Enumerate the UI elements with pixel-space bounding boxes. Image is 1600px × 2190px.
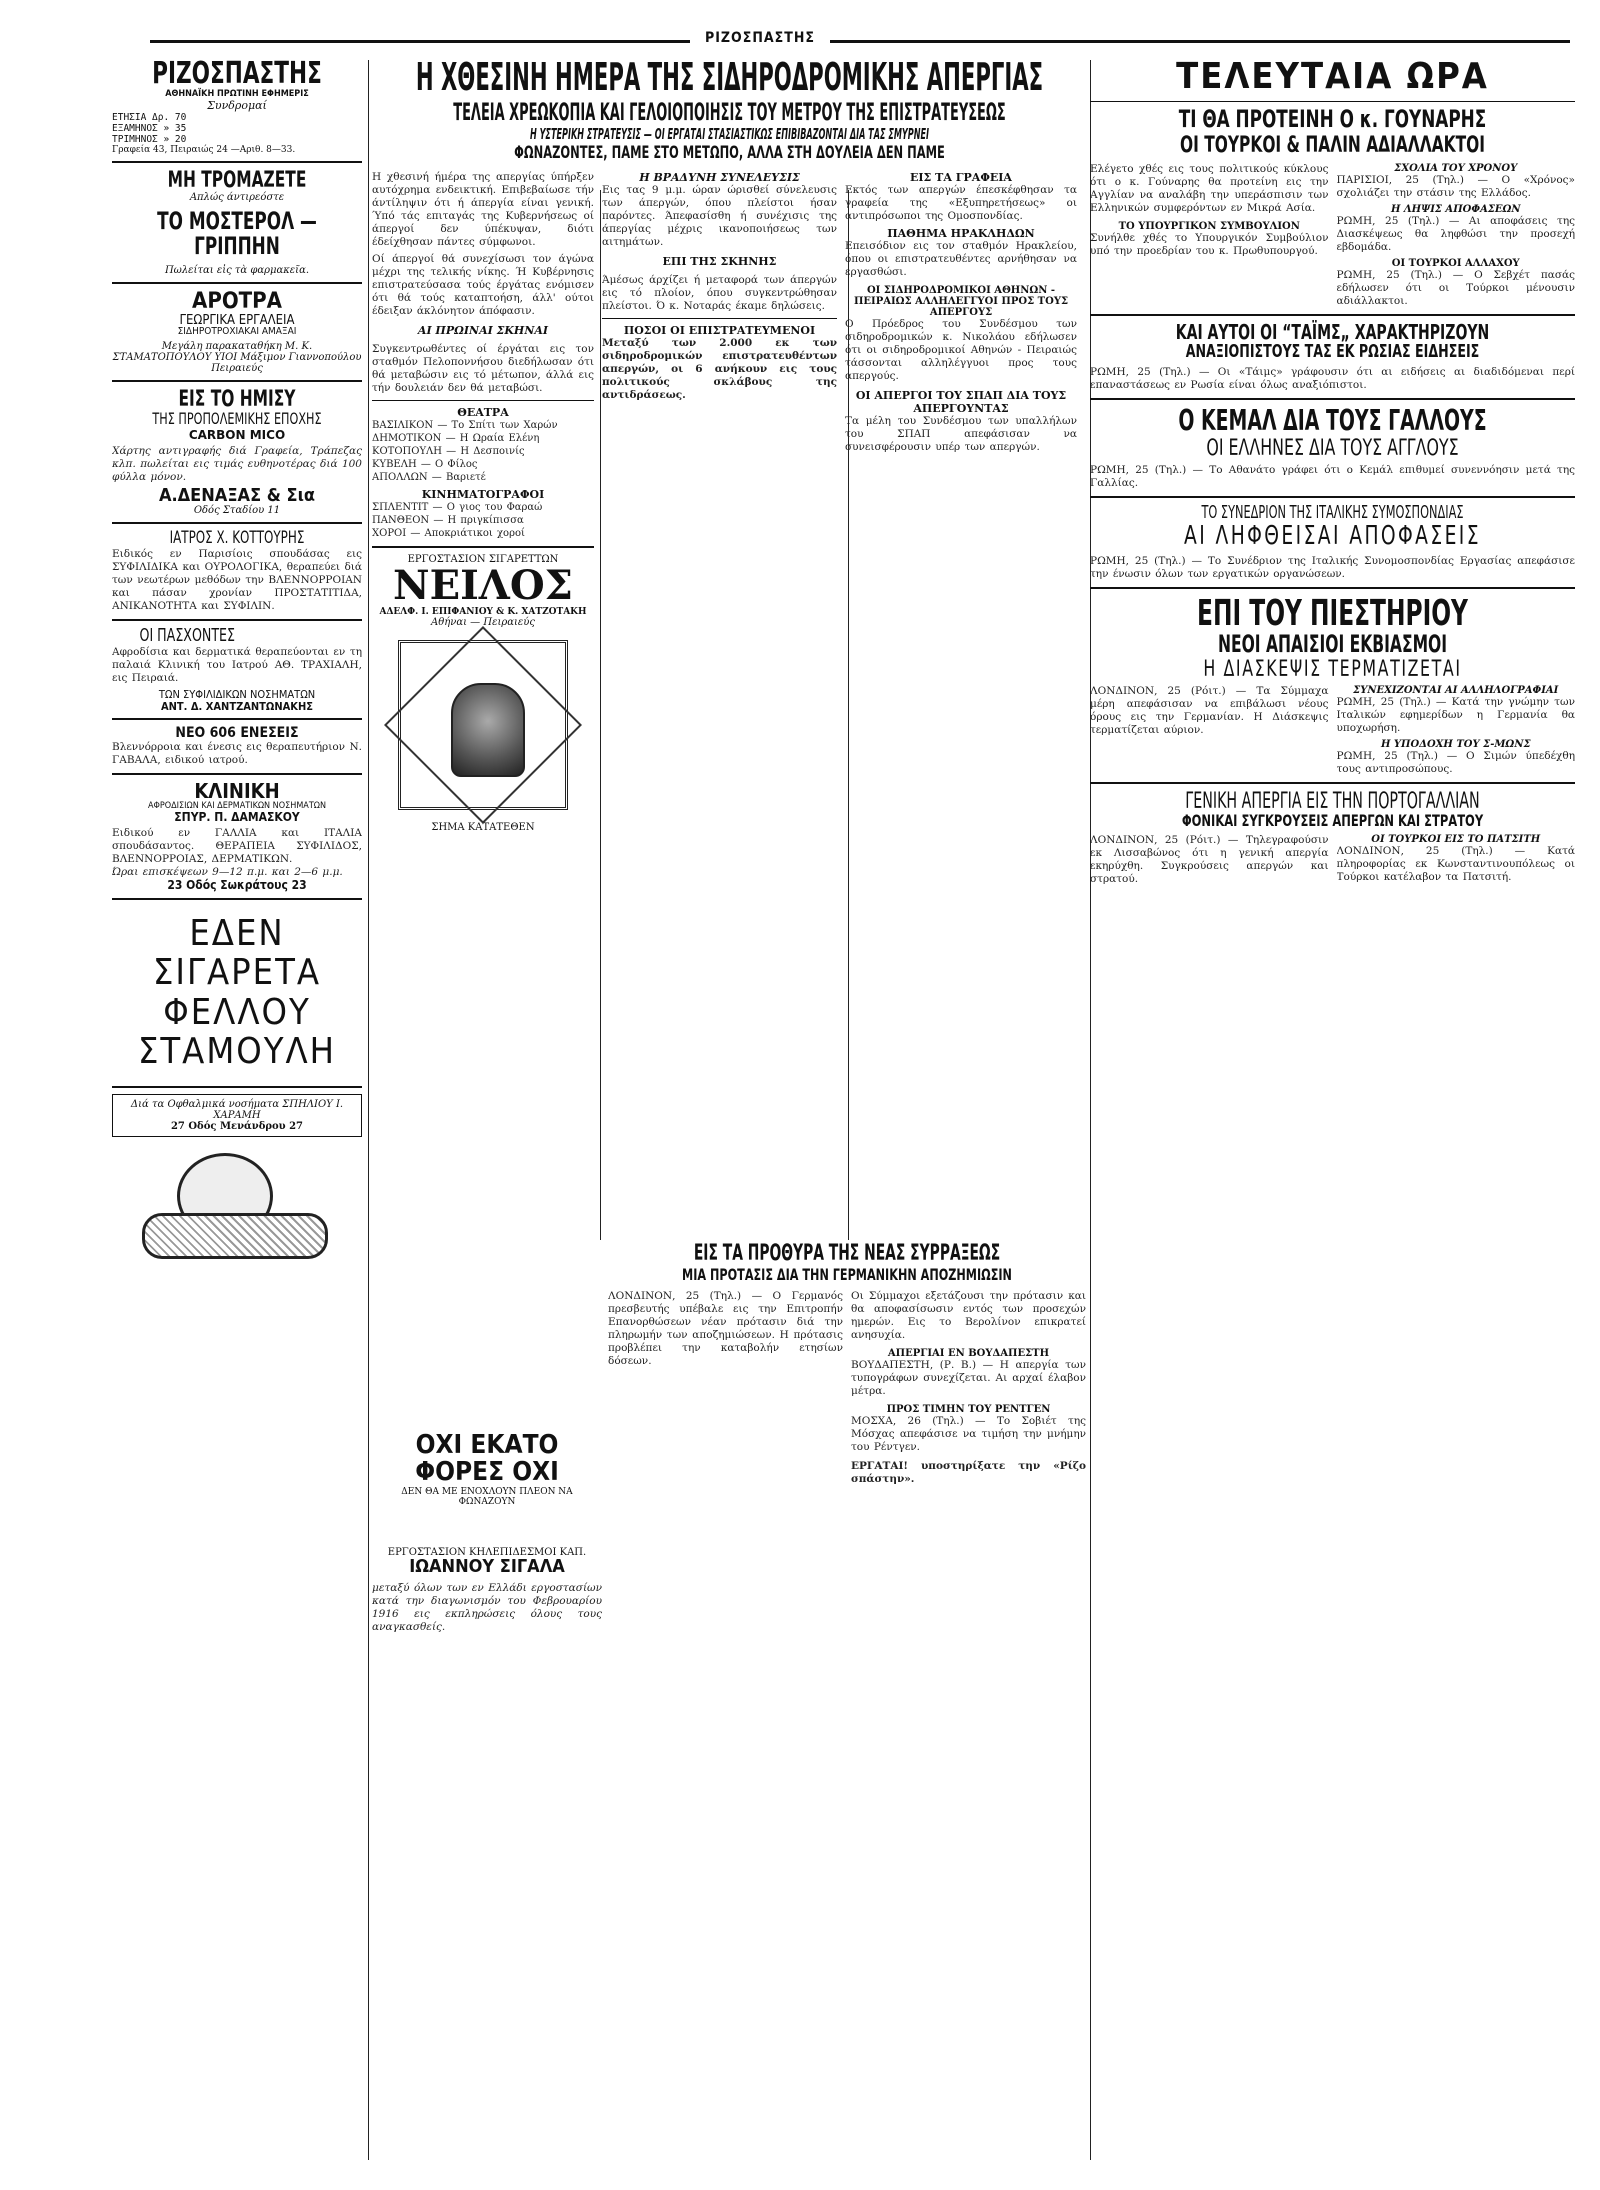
text-column — [602, 171, 837, 1221]
headline: ΝΕΟΙ ΑΠΑΙΣΙΟΙ ΕΚΒΙΑΣΜΟΙ — [1217, 630, 1448, 659]
section-subheadline: ΜΙΑ ΠΡΟΤΑΣΙΣ ΔΙΑ ΤΗΝ ΓΕΡΜΑΝΙΚΗΝ ΑΠΟΖΗΜΙΩΣΙΝ — [682, 1265, 1012, 1285]
paragraph: ΛΟΝΔΙΝΟΝ, 25 (Ρόιτ.) — Τα Σύμμαχα μέρη απεφάσισαν να επιβάλωσι νέους όρους εις την Γερμανίαν. Η Διάσκεψις τερματίζεται αύριον. — [1090, 684, 1329, 736]
ad-address: Οδός Σταδίου 11 — [193, 505, 281, 517]
ad-oxi-block — [372, 1432, 602, 2162]
section-title: ΘΕΑΤΡΑ — [457, 405, 509, 419]
ad-title: ΑΡΟΤΡΑ — [192, 289, 282, 315]
doctor-specialty: ΤΩΝ ΣΥΦΙΛΙΔΙΚΩΝ ΝΟΣΗΜΑΤΩΝ — [158, 688, 316, 702]
illustration-icon — [137, 1143, 337, 1283]
section-title: ΕΙΣ ΤΑ ΓΡΑΦΕΙΑ — [910, 170, 1012, 184]
section-title: ΝΕΟ 606 ΕΝΕΣΕΙΣ — [175, 725, 299, 742]
cinema-item: ΠΑΝΘΕΟΝ — Η πριγκίπισσα — [372, 514, 524, 526]
ad-oxi-factory: ΕΡΓΟΣΤΑΣΙΟΝ ΚΗΛΕΠΙΔΕΣΜΟΙ ΚΑΠ. — [387, 1546, 587, 1558]
paper-subtitle: ΑΘΗΝΑΪΚΗ ΠΡΩΤΙΝΗ ΕΦΗΜΕΡΙΣ — [165, 88, 309, 99]
headline: ΑΝΑΞΙΟΠΙΣΤΟΥΣ ΤΑΣ ΕΚ ΡΩΣΙΑΣ ΕΙΔΗΣΕΙΣ — [1185, 341, 1480, 363]
section-title: ΟΙ ΣΙΔΗΡΟΔΡΟΜΙΚΟΙ ΑΘΗΝΩΝ - ΠΕΙΡΑΙΩΣ ΑΛΛΗΛΕΓΓΥΟΙ ΠΡΟΣ ΤΟΥΣ ΑΠΕΡΓΟΥΣ — [853, 284, 1069, 318]
section-title: ΠΑΘΗΜΑ ΗΡΑΚΛΗΔΩΝ — [887, 226, 1035, 240]
ad-title: ΜΗ ΤΡΟΜΑΖΕΤΕ — [167, 167, 307, 193]
ad-eden: ΕΔΕΝ ΣΙΓΑΡΕΤΑ ΦΕΛΛΟΥ ΣΤΑΜΟΥΛΗ — [137, 912, 337, 1073]
paragraph: Τα μέλη του Συνδέσμου των υπαλλήλων του ΣΠΑΠ απεφάσισαν να συνεισφέρουσιν υπέρ των απεργών. — [845, 414, 1077, 453]
column-rule — [368, 60, 369, 2160]
clinic-address: 23 Οδός Σωκράτους 23 — [167, 877, 307, 892]
ad-oxi-body: μεταξύ όλων των εν Ελλάδι εργοστασίων κατά την διαγωνισμόν του Φεβρουαρίου 1916 εις εκπληρώσεις όλους τους αναγκασθείς. — [372, 1582, 602, 1634]
ad-body: Χάρτης αντιγραφής διά Γραφεία, Τράπεζας κλπ. πωλείται εις τιμάς ευθηνοτέρας διά 100 φύλλα μόνον. — [112, 444, 362, 483]
section-title: ΑΠΕΡΓΙΑΙ ΕΝ ΒΟΥΔΑΠΕΣΤΗ — [887, 1347, 1050, 1359]
paragraph: Επεισόδιον εις τον σταθμόν Ηρακλείου, όπου οι επιστρατευθέντες αρνήθησαν να εργασθώσι. — [845, 239, 1077, 278]
ad-body: Μεγάλη παρακαταθήκη Μ. Κ. ΣΤΑΜΑΤΟΠΟΥΛΟΥ ΥΙΟΙ Μάξιμον Γιαννοπούλου Πειραιεύς — [112, 340, 362, 374]
headline: ΟΙ ΤΟΥΡΚΟΙ & ΠΑΛΙΝ ΑΔΙΑΛΛΑΚΤΟΙ — [1179, 132, 1486, 158]
section-title: ΕΠΙ ΤΗΣ ΣΚΗΝΗΣ — [662, 254, 777, 268]
section-title: ΟΙ ΑΠΕΡΓΟΙ ΤΟΥ ΣΠΑΠ ΔΙΑ ΤΟΥΣ ΑΠΕΡΓΟΥΝΤΑΣ — [855, 388, 1067, 415]
paragraph: Ελέγετο χθές εις τους πολιτικούς κύκλους ότι ο κ. Γούναρης θα προτείνη εις την Αγγλίαν να αναλάβη την υπεράσπισιν των Ελληνικών συμφερόντων εν Μικρά Ασία. — [1090, 163, 1329, 215]
trademark-label: ΣΗΜΑ ΚΑΤΑΤΕΘΕΝ — [431, 821, 535, 833]
paragraph: Η χθεσινή ήμέρα της απεργίας ύπήρξεν αυτόχρημα ενδεικτική. Επιβεβαίωσε τήν άντίληψιν ότι ή άπεργία είναι γενική. Ύπό τάς επιταγάς της Κυβερνήσεως οί άπεργοί δεν ύπέκυψαν, διότι έδείχθησαν πάντες σύμφωνοι. — [372, 170, 594, 248]
paragraph: ΒΟΥΔΑΠΕΣΤΗ, (Ρ. Β.) — Η απεργία των τυπογράφων συνεχίζεται. Αι αρχαί έλαβον μέτρα. — [851, 1358, 1086, 1397]
text-column — [372, 171, 594, 1221]
theatre-item: ΑΠΟΛΛΩΝ — Βαριετέ — [372, 471, 486, 483]
right-column — [1090, 58, 1575, 2165]
last-hour-title: ΤΕΛΕΥΤΑΙΑ ΩΡΑ — [1176, 58, 1489, 97]
theatre-item: ΚΟΤΟΠΟΥΛΗ — Η Δεσποινίς — [372, 445, 525, 457]
section-title: ΠΟΣΟΙ ΟΙ ΕΠΙΣΤΡΑΤΕΥΜΕΝΟΙ — [623, 323, 816, 337]
trademark-seal-icon — [398, 640, 568, 810]
cinema-item: ΧΟΡΟΙ — Αποκριάτικοι χοροί — [372, 527, 525, 539]
ad-company: Α.ΔΕΝΑΞΑΣ & Σια — [158, 484, 316, 506]
cinema-item: ΣΠΛΕΝΤΙΤ — Ο γιος του Φαραώ — [372, 501, 543, 513]
theatre-item: ΚΥΒΕΛΗ — Ο Φίλος — [372, 458, 478, 470]
ad-oxi-title: ΟΧΙ ΕΚΑΤΟ ΦΟΡΕΣ ΟΧΙ — [415, 1432, 559, 1488]
clinic-title: ΚΛΙΝΙΚΗ — [194, 778, 280, 803]
paragraph: ΠΑΡΙΣΙΟΙ, 25 (Τηλ.) — Ο «Χρόνος» σχολιάζει την στάσιν της Ελλάδος. — [1336, 174, 1575, 200]
headline: ΕΠΙ ΤΟΥ ΠΙΕΣΤΗΡΙΟΥ — [1197, 592, 1468, 634]
clinic-body: Ειδικού εν ΓΑΛΛΙΑ και ΙΤΑΛΙΑ σπουδάσαντος. ΘΕΡΑΠΕΙΑ ΣΥΦΙΛΙΔΟΣ, ΒΛΕΝΝΟΡΡΟΙΑΣ, ΔΕΡΜΑΤΙΚΩΝ. — [112, 826, 362, 865]
section-title: ΟΙ ΤΟΥΡΚΟΙ ΕΙΣ ΤΟ ΠΑΤΣΙΤΗ — [1371, 833, 1541, 845]
ad-ophthalmic-address: 27 Οδός Μενάνδρου 27 — [170, 1120, 304, 1132]
ad-oxi-subtitle: ΔΕΝ ΘΑ ΜΕ ΕΝΟΧΛΟΥΝ ΠΛΕΟΝ ΝΑ ΦΩΝΑΖΟΥΝ — [401, 1486, 573, 1507]
german-section — [608, 1242, 1086, 2172]
headline: ΤΟ ΣΥΝΕΔΡΙΟΝ ΤΗΣ ΙΤΑΛΙΚΗΣ ΣΥΜΟΣΠΟΝΔΙΑΣ — [1201, 502, 1464, 524]
doctor-name: ΑΝΤ. Δ. ΧΑΝΤΖΑΝΤΩΝΑΚΗΣ — [160, 699, 314, 713]
ad-footer: Πωλείται εἰς τὰ φαρμακεῖα. — [164, 265, 310, 277]
subscriptions-title: Συνδρομαί — [207, 98, 267, 112]
left-column — [112, 58, 362, 2165]
paragraph: ΡΩΜΗ, 25 (Τηλ.) — Το Συνέδριον της Ιταλικής Συνομοσπονδίας Εργασίας απεφάσισε την ένωσιν όλων των εργατικών οργανώσεων. — [1090, 554, 1575, 580]
paragraph: Μεταξύ των 2.000 εκ των σιδηροδρομικών επιστρατευθέντων απεργών, οι 6 ανήκουν εις τους πολιτικούς σκλάβους της αντιδράσεως. — [602, 336, 837, 401]
theatre-item: ΔΗΜΟΤΙΚΟΝ — Η Ωραία Ελένη — [372, 432, 540, 444]
ad-ophthalmic: Διά τα Οφθαλμικά νοσήματα ΣΠΗΛΙΟΥ Ι. ΧΑΡΑΜΗ — [130, 1098, 344, 1121]
section-title: ΣΧΟΛΙΑ ΤΟΥ ΧΡΟΝΟΥ — [1394, 163, 1518, 175]
paragraph: Συγκεντρωθέντες οί έργάται εις τον σταθμόν Πελοποννήσου διεδήλωσαν ότι θά μεταβώσιν εις τό μέτωπον, άλλά εις τήν δουλειάν δεν θά μεταβώσι. — [372, 342, 594, 394]
section-title: Η ΥΠΟΔΟΧΗ ΤΟΥ Σ-ΜΩΝΣ — [1380, 738, 1531, 750]
headline: ΤΙ ΘΑ ΠΡΟΤΕΙΝΗ Ο κ. ΓΟΥΝΑΡΗΣ — [1178, 104, 1487, 133]
section-title: ΟΙ ΤΟΥΡΚΟΙ ΑΛΛΑΧΟΥ — [1391, 258, 1520, 270]
subscription-row: ΕΤΗΣΙΑ Δρ. 70 — [112, 111, 187, 123]
doctor-name: ΙΑΤΡΟΣ Χ. ΚΟΤΤΟΥΡΗΣ — [169, 528, 305, 549]
headline: ΚΑΙ ΑΥΤΟΙ ΟΙ “ΤΑΪΜΣ„ ΧΑΡΑΚΤΗΡΙΖΟΥΝ — [1175, 320, 1490, 345]
paragraph: ΕΡΓΑΤΑΙ! υποστηρίξατε την «Ρίζο σπάστην». — [851, 1459, 1086, 1485]
paragraph: ΛΟΝΔΙΝΟΝ, 25 (Τηλ.) — Ο Γερμανός πρεσβευτής υπέβαλε εις την Επιτροπήν Επανορθώσεων νέαν πρότασιν διά την πληρωμήν των αποζημιώσεων. Η πρότασις προβλέπει την καταβολήν ετησίων δόσεων. — [608, 1289, 843, 1367]
paragraph: ΛΟΝΔΙΝΟΝ, 25 (Ρόιτ.) — Τηλεγραφούσιν εκ Λισσαβώνος ότι η γενική απεργία εκηρύχθη. Συγκρούσεις απεργών και στρατού. — [1090, 833, 1329, 885]
section-title: ΚΙΝΗΜΑΤΟΓΡΑΦΟΙ — [421, 487, 545, 501]
section-title: ΣΥΝΕΧΙΖΟΝΤΑΙ ΑΙ ΑΛΛΗΛΟΓΡΑΦΙΑΙ — [1353, 684, 1559, 696]
headline-sub: ΤΕΛΕΙΑ ΧΡΕΩΚΟΠΙΑ ΚΑΙ ΓΕΛΟΙΟΠΟΙΗΣΙΣ ΤΟΥ ΜΕΤΡΟΥ ΤΗΣ ΕΠΙΣΤΡΑΤΕΥΣΕΩΣ — [453, 97, 1006, 126]
section-title: ΑΙ ΠΡΩΙΝΑΙ ΣΚΗΝΑΙ — [417, 323, 549, 337]
ad-header: ΕΡΓΟΣΤΑΣΙΟΝ ΣΙΓΑΡΕΤΤΩΝ — [407, 553, 559, 565]
paragraph: Εκτός των απεργών έπεσκέφθησαν τα γραφεία της «Εξυπηρετήσεως» οι αντιπρόσωποι της Ομοσπονδίας. — [845, 183, 1077, 222]
ad-subtitle: Απλώς άντιρεόστε — [189, 192, 285, 204]
section-title: ΠΡΟΣ ΤΙΜΗΝ ΤΟΥ ΡΕΝΤΓΕΝ — [886, 1403, 1051, 1415]
section-title: ΤΟ ΥΠΟΥΡΓΙΚΟΝ ΣΥΜΒΟΥΛΙΟΝ — [1118, 221, 1300, 233]
office-address: Γραφεία 43, Πειραιώς 24 —Αριθ. 8—33. — [112, 144, 296, 155]
headline: ΑΙ ΛΗΦΘΕΙΣΑΙ ΑΠΟΦΑΣΕΙΣ — [1184, 521, 1481, 552]
paragraph: ΡΩΜΗ, 25 (Τηλ.) — Κατά την γνώμην των Ιταλικών εφημερίδων η Γερμανία θα υποχωρήση. — [1336, 695, 1575, 734]
ad-title: ΕΙΣ ΤΟ ΗΜΙΣΥ — [178, 386, 296, 412]
ad-subtitle: ΑΔΕΛΦ. Ι. ΕΠΙΦΑΝΙΟΥ & Κ. ΧΑΤΖΟΤΑΚΗ — [379, 606, 587, 617]
clinic-hours: Ώραι επισκέψεων 9—12 π.μ. και 2—6 μ.μ. — [112, 865, 343, 878]
headline: Η ΔΙΑΣΚΕΨΙΣ ΤΕΡΜΑΤΙΖΕΤΑΙ — [1203, 656, 1462, 682]
paragraph: Ο Πρόεδρος του Συνδέσμου των σιδηροδρομικών κ. Νικολάου εδήλωσεν ότι οι σιδηροδρομικοί Αθηνών - Πειραιώς τάσσονται αλληλέγγυοι προς τους απεργούς. — [845, 317, 1077, 382]
doctor-body: Βλεννόρροια και ένεσις εις θεραπευτήριον Ν. ΓΑΒΑΛΑ, ειδικού ιατρού. — [112, 740, 362, 766]
ad-brand: CARBON MICO — [188, 427, 286, 442]
paragraph: ΡΩΜΗ, 25 (Τηλ.) — Οι «Τάιμς» γράφουσιν ότι αι ειδήσεις αι διαδιδόμεναι περί επαναστάσεως εν Ρωσία είναι όλως αναξιόπιστοι. — [1090, 365, 1575, 391]
masthead-title: ΡΙΖΟΣΠΑΣΤΗΣ — [690, 30, 830, 46]
paragraph: Οί άπεργοί θά συνεχίσωσι τον άγώνα μέχρι της τελικής νίκης. Ή Κυβέρνησις επιστρατεύσασα τούς έργάτας ενόμισεν ότι θά τούς καταπτοήση, άλλ' ούτοι έδειξαν άκλόνητον άπόφασιν. — [372, 252, 594, 317]
section-title: Η ΒΡΑΔΥΝΗ ΣΥΝΕΛΕΥΣΙΣ — [639, 170, 800, 184]
paragraph: Άμέσως άρχίζει ή μεταφορά των άπεργών εις τό πλοίον, όπου συγκεντρώθησαν πλείστοι. Ό κ. Νοταράς έκαμε δηλώσεις. — [602, 273, 837, 312]
headline-sub: Η ΥΣΤΕΡΙΚΗ ΣΤΡΑΤΕΥΣΙΣ — ΟΙ ΕΡΓΑΤΑΙ ΣΤΑΣΙΑΣΤΙΚΩΣ ΕΠΙΒΙΒΑΖΟΝΤΑΙ ΔΙΑ ΤΑΣ ΣΜΥΡΝΕΙ — [529, 125, 930, 144]
headline: ΓΕΝΙΚΗ ΑΠΕΡΓΙΑ ΕΙΣ ΤΗΝ ΠΟΡΤΟΓΑΛΛΙΑΝ — [1185, 788, 1480, 814]
ad-subtitle: ΣΙΔΗΡΟΤΡΟΧΙΑΚΑΙ ΑΜΑΞΑΙ — [177, 326, 297, 338]
main-headline: Η ΧΘΕΣΙΝΗ ΗΜΕΡΑ ΤΗΣ ΣΙΔΗΡΟΔΡΟΜΙΚΗΣ ΑΠΕΡΓΙΑΣ — [415, 58, 1044, 99]
ad-product: ΤΟ ΜΟΣΤΕΡΟΛ — ΓΡΙΠΠΗΝ — [157, 207, 317, 261]
paragraph: ΡΩΜΗ, 25 (Τηλ.) — Το Αθανάτο γράφει ότι ο Κεμάλ επιθυμεί συνεννόησιν μετά της Γαλλίας. — [1090, 464, 1575, 490]
clinic-subtitle: ΑΦΡΟΔΙΣΙΩΝ ΚΑΙ ΔΕΡΜΑΤΙΚΩΝ ΝΟΣΗΜΑΤΩΝ — [147, 800, 327, 811]
paper-name: ΡΙΖΟΣΠΑΣΤΗΣ — [152, 58, 322, 91]
theatre-item: ΒΑΣΙΛΙΚΟΝ — Το Σπίτι των Χαρών — [372, 419, 558, 431]
ad-address: Αθήναι — Πειραιεύς — [431, 616, 535, 628]
paragraph: Οι Σύμμαχοι εξετάζουσι την πρότασιν και θα αποφασίσωσιν εντός των προσεχών ημερών. Εις το Βερολίνον επικρατεί ανησυχία. — [851, 1289, 1086, 1341]
paragraph: Συνήλθε χθές το Υπουργικόν Συμβούλιον υπό την προεδρίαν του κ. Πρωθυπουργού. — [1090, 232, 1329, 258]
subscription-row: ΕΞΑΜΗΝΟΣ » 35 — [112, 122, 187, 134]
paragraph: ΛΟΝΔΙΝΟΝ, 25 (Τηλ.) — Κατά πληροφορίας εκ Κωνσταντινουπόλεως οι Τούρκοι κατέλαβον τα Πατσιτή. — [1336, 844, 1575, 883]
headline: ΟΙ ΕΛΛΗΝΕΣ ΔΙΑ ΤΟΥΣ ΑΓΓΛΟΥΣ — [1206, 436, 1459, 462]
text-column — [845, 171, 1077, 1221]
paragraph: ΜΟΣΧΑ, 26 (Τηλ.) — Το Σοβιέτ της Μόσχας απεφάσισε να τιμήση την μνήμην του Ρέντγεν. — [851, 1414, 1086, 1453]
masthead-rule — [150, 40, 1570, 44]
headline: Ο ΚΕΜΑΛ ΔΙΑ ΤΟΥΣ ΓΑΛΛΟΥΣ — [1178, 403, 1487, 437]
section-headline: ΕΙΣ ΤΑ ΠΡΟΘΥΡΑ ΤΗΣ ΝΕΑΣ ΣΥΡΡΑΞΕΩΣ — [693, 1242, 1001, 1266]
clinic-doctor: ΣΠΥΡ. Π. ΔΑΜΑΣΚΟΥ — [174, 810, 300, 825]
doctor-body: Αφροδίσια και δερματικά θεραπεύονται εν τη παλαιά Κλινική του Ιατρού ΑΘ. ΤΡΑΧΙΑΛΗ, εις Πειραιά. — [112, 646, 362, 685]
paragraph: ΡΩΜΗ, 25 (Τηλ.) — Αι αποφάσεις της Διασκέψεως θα ληφθώσι την προσεχή εβδομάδα. — [1336, 215, 1575, 254]
ad-oxi-name: ΙΩΑΝΝΟΥ ΣΙΓΑΛΑ — [409, 1555, 565, 1577]
doctor-body: Ειδικός εν Παρισίοις σπουδάσας εις ΣΥΦΙΛΙΔΙΚΑ και ΟΥΡΟΛΟΓΙΚΑ, θεραπεύει διά των νεωτέρων μεθόδων την ΒΛΕΝΝΟΡΡΟΙΑΝ και πάσαν χρονίαν ΠΡΟΣΤΑΤΙΤΙΔΑ, ΑΝΙΚΑΝΟΤΗΤΑ και ΣΥΦΙΛΙΝ. — [112, 548, 362, 613]
section-title: ΟΙ ΠΑΣΧΟΝΤΕΣ — [139, 625, 236, 647]
paragraph: ΡΩΜΗ, 25 (Τηλ.) — Ο Σιμών ύπεδέχθη τους αντιπροσώπους. — [1336, 749, 1575, 775]
ad-subtitle: ΤΗΣ ΠΡΟΠΟΛΕΜΙΚΗΣ ΕΠΟΧΗΣ — [152, 408, 322, 428]
paragraph: Εις τας 9 μ.μ. ώραν ώρισθεί σύνελευσις των άπεργών, όπου πλείστοι ήσαν παρόντες. Άπεφασίσθη ή συνέχισις της άπεργίας μέχρις ικανοποιήσεως των αιτημάτων. — [602, 183, 837, 248]
headline: ΦΟΝΙΚΑΙ ΣΥΓΚΡΟΥΣΕΙΣ ΑΠΕΡΓΩΝ ΚΑΙ ΣΤΡΑΤΟΥ — [1181, 810, 1484, 830]
ad-neilos: ΝΕΙΛΟΣ — [393, 561, 573, 609]
headline-sub: ΦΩΝΑΖΟΝΤΕΣ, ΠΑΜΕ ΣΤΟ ΜΕΤΩΠΟ, ΑΛΛΑ ΣΤΗ ΔΟΥΛΕΙΑ ΔΕΝ ΠΑΜΕ — [514, 142, 945, 163]
paragraph: ΡΩΜΗ, 25 (Τηλ.) — Ο Σεβχέτ πασάς εδήλωσεν ότι οι Τούρκοι μένουσιν αδιάλλακτοι. — [1336, 269, 1575, 308]
subscription-row: ΤΡΙΜΗΝΟΣ » 20 — [112, 133, 187, 145]
ad-subtitle: ΓΕΩΡΓΙΚΑ ΕΡΓΑΛΕΙΑ — [179, 312, 295, 328]
section-title: Η ΛΗΨΙΣ ΑΠΟΦΑΣΕΩΝ — [1390, 204, 1521, 216]
